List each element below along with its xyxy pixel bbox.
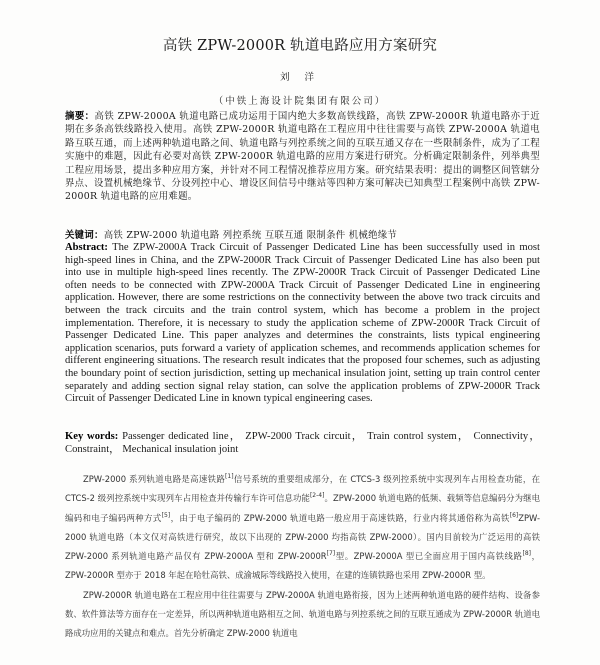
author-affiliation: （中铁上海设计院集团有限公司） bbox=[213, 96, 387, 107]
body-text bbox=[65, 470, 540, 644]
chinese-keywords bbox=[65, 229, 540, 242]
chinese-keywords-text: 高铁 ZPW-2000 轨道电路 列控系统 互联互通 限制条件 机械绝缘节 bbox=[103, 230, 398, 241]
english-keywords-label: Key words: bbox=[65, 431, 119, 442]
english-abstract-label: Abstract: bbox=[65, 242, 108, 253]
english-abstract-text: The ZPW-2000A Track Circuit of Passenger Dedicated Line has been successfully used in most high-speed lines in China, and the ZPW-2000R Track Circuit of Passenger Dedicated Line has also been put into use in multiple high-speed lines recently. The ZPW-2000R Track Circuit of Passenger Dedicated Line often needs to be connected with ZPW-2000A Track Circuit of Passenger Dedicated Line in engineering application. However, there are some restrictions on the connectivity between the above two track circuits and between the track circuits and the train control system, which has become a problem in the project implementation. Therefore, it is necessary to study the application scheme of ZPW-2000R Track Circuit of Passenger Dedicated Line. This paper analyzes and determines the constraints, lists typical engineering application scenarios, puts forward a variety of application schemes, and recommends application schemes for different engineering situations. The research result indicates that the proposed four schemes, such as adjusting the boundary point of section jurisdiction, setting up mechanical insulation joint, setting up train control center separately and adding section signal relay station, can solve the application problems of ZPW-2000R Track Circuit of Passenger Dedicated Line in known typical engineering cases. bbox=[65, 242, 540, 405]
p1-segment-g: ，ZPW-2000R 型亦于 2018 年起在哈牡高铁、成渝城际等线路投入使用，在建的连镇铁路也采用 ZPW-2000R 型。 bbox=[65, 551, 540, 581]
english-keywords-text: Passenger dedicated line， ZPW-2000 Track circuit， Train control system， Connectivity， Constraint， Mechanical insulation joint bbox=[65, 431, 540, 455]
citation: [2-4] bbox=[309, 492, 325, 500]
p1-segment-f: 型。ZPW-2000A 型已全面应用于国内高铁线路 bbox=[335, 551, 523, 562]
chinese-abstract-label: 摘要： bbox=[65, 111, 95, 122]
citation: [6] bbox=[509, 511, 519, 519]
p1-segment-b: 信号系统的重要组成部分，在 CTCS-3 级列控系统中实现列车占用检查功能，在 CTCS-2 级列控系统中实现列车占用检查并传输行车许可信息功能 bbox=[65, 474, 540, 504]
chinese-keywords-label: 关键词： bbox=[65, 230, 104, 241]
citation: [7] bbox=[326, 550, 336, 558]
p1-segment-d: ，由于电子编码的 ZPW-2000 轨道电路一般应用于高速铁路，行业内将其通俗称为高铁 bbox=[170, 512, 510, 523]
chinese-abstract-text: 高铁 ZPW-2000A 轨道电路已成功运用于国内绝大多数高铁线路，高铁 ZPW-2000R 轨道电路亦于近期在多条高铁线路投入使用。高铁 ZPW-2000R 轨道电路在工程应用中往往需要与高铁 ZPW-2000A 轨道电路互联互通，而上述两种轨道电路之间、轨道电路与列控系统之间的互联互通又存在一些限制条件，成为了工程实施中的难题，因此有必要对高铁 ZPW-2000R 轨道电路的应用方案进行研究。分析确定限制条件，列举典型工程应用场景，提出多种应用方案，并针对不同工程情况推荐应用方案。研究结果表明：提出的调整区间管辖分界点、设置机械绝缘节、分设列控中心、增设区间信号中继站等四种方案可解决已知典型工程案例中高铁 ZPW-2000R 轨道电路的应用难题。 bbox=[65, 111, 540, 203]
citation: [8] bbox=[522, 550, 532, 558]
p1-segment-e: ZPW-2000 轨道电路（本文仅对高铁进行研究，故以下出现的 ZPW-2000 均指高铁 ZPW-2000）。国内目前较为广泛运用的高铁 ZPW-2000 系列轨道电路产品仅有 ZPW-2000A 型和 ZPW-2000R bbox=[65, 512, 540, 562]
citation: [1] bbox=[225, 473, 234, 481]
p1-segment-a: ZPW-2000 系列轨道电路是高速铁路 bbox=[83, 474, 226, 484]
p1-segment-c: 。ZPW-2000 轨道电路的低频、载频等信息编码分为继电编码和电子编码两种方式 bbox=[65, 493, 540, 523]
body-paragraph-1 bbox=[65, 470, 540, 586]
chinese-abstract bbox=[65, 110, 540, 204]
english-abstract bbox=[65, 242, 540, 406]
author-name: 刘 洋 bbox=[279, 72, 321, 83]
body-paragraph-2: ZPW-2000R 轨道电路在工程应用中往往需要与 ZPW-2000A 轨道电路衔接，因为上述两种轨道电路的硬件结构、设备参数、软件算法等方面存在一定差异，所以两种轨道电路相互之间、轨道电路与列控系统之间的互联互通成为 ZPW-2000R 轨道电路成功应用的关键点和难点。首先分析确定 ZPW-2000 轨道电 bbox=[65, 589, 540, 639]
english-keywords bbox=[65, 431, 540, 456]
citation: [5] bbox=[161, 511, 171, 519]
paper-title: 高铁 ZPW-2000R 轨道电路应用方案研究 bbox=[162, 38, 438, 54]
